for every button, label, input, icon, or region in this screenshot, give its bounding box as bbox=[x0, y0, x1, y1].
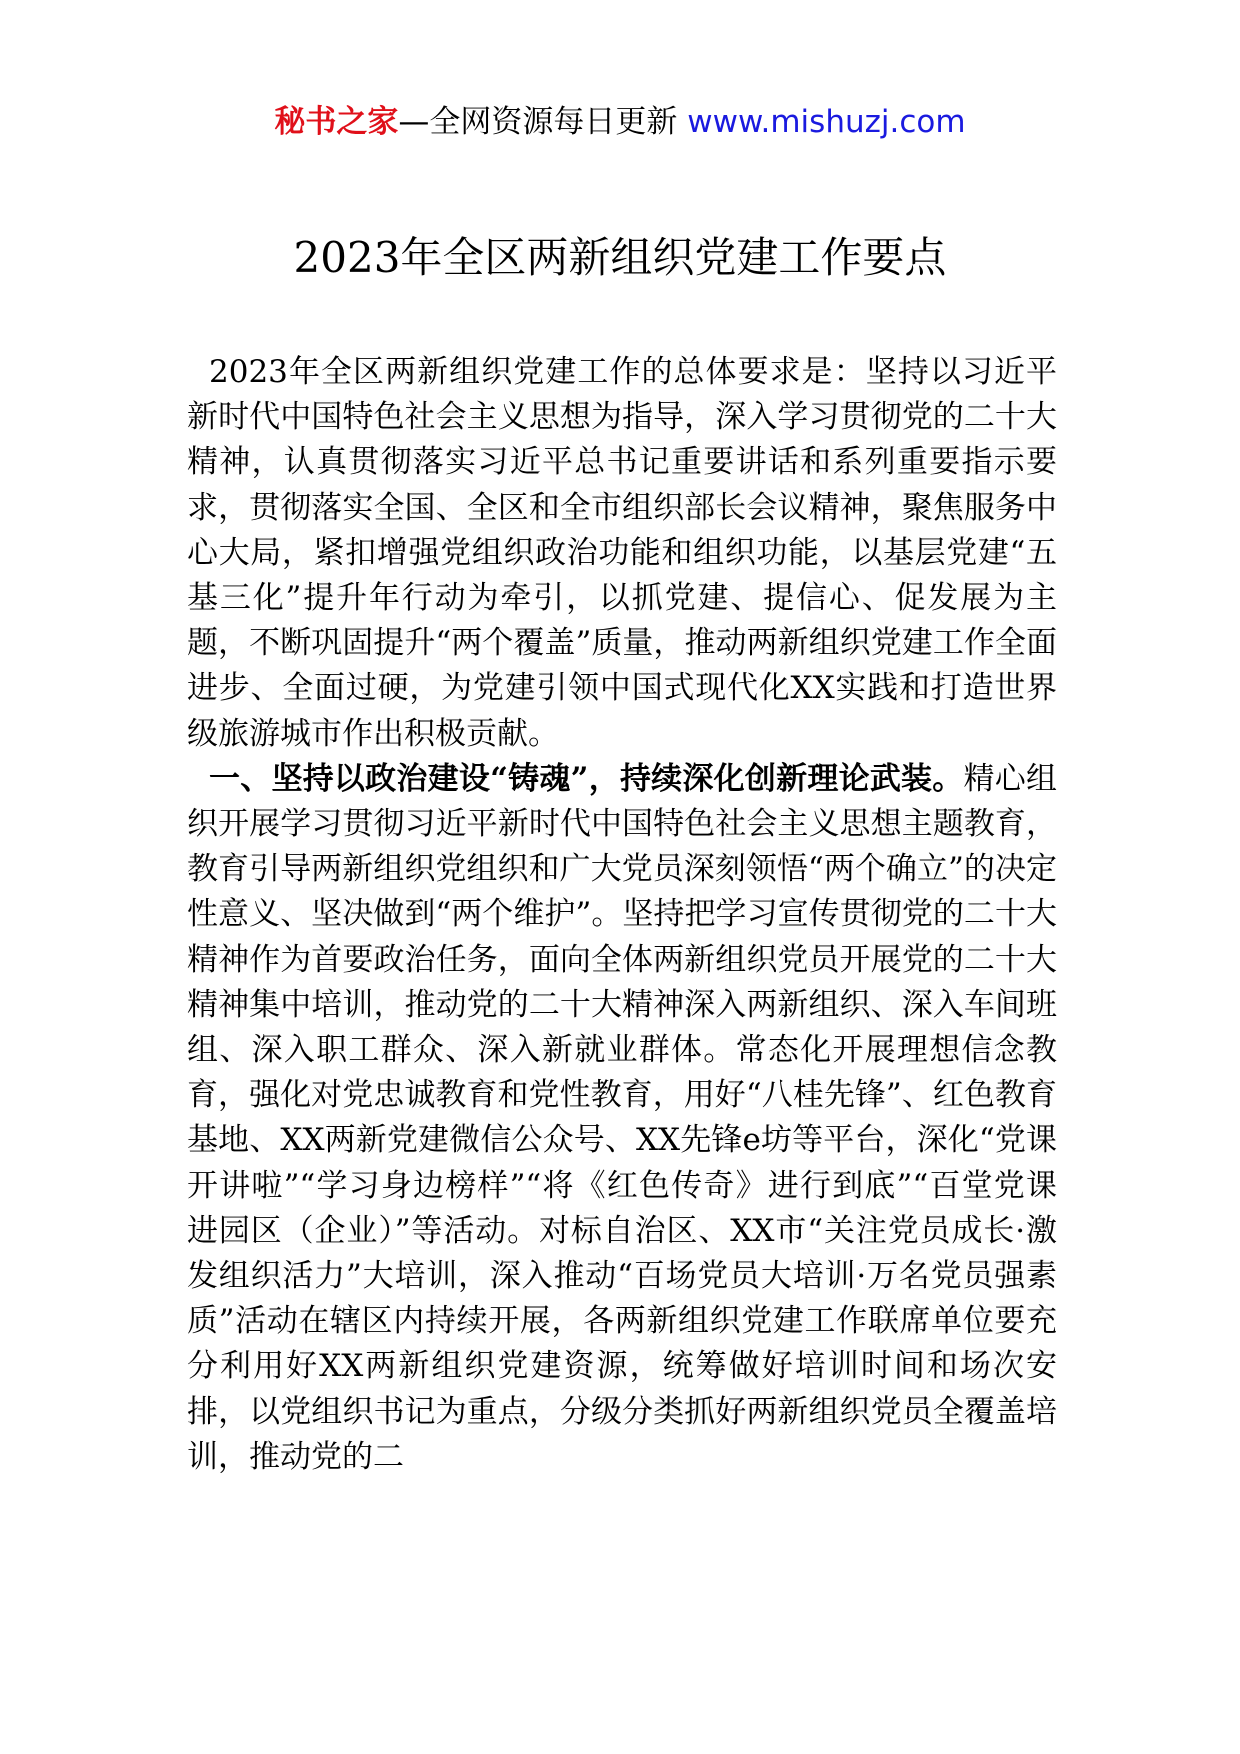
brand-name: 秘书之家 bbox=[274, 104, 399, 140]
header-slogan: —全网资源每日更新 bbox=[398, 104, 688, 140]
document-body bbox=[187, 350, 1057, 1480]
site-url-link[interactable]: www.mishuzj.com bbox=[687, 104, 966, 140]
section-1-heading: 一、坚持以政治建设“铸魂”，持续深化创新理论武装。 bbox=[209, 760, 964, 797]
document-title: 2023年全区两新组织党建工作要点 bbox=[293, 233, 947, 282]
section-1-body: 精心组织开展学习贯彻习近平新时代中国特色社会主义思想主题教育，教育引导两新组织党组织和广大党员深刻领悟“两个确立”的决定性意义、坚决做到“两个维护”。坚持把学习宣传贯彻党的二十大精神作为首要政治任务，面向全体两新组织党员开展党的二十大精神集中培训，推动党的二十大精神深入两新组织、深入车间班组、深入职工群众、深入新就业群体。常态化开展理想信念教育，强化对党忠诚教育和党性教育，用好“八桂先锋”、红色教育基地、XX两新党建微信公众号、XX先锋e坊等平台，深化“党课开讲啦”“学习身边榜样”“将《红色传奇》进行到底”“百堂党课进园区（企业）”等活动。对标自治区、XX市“关注党员成长·激发组织活力”大培训，深入推动“百场党员大培训·万名党员强素质”活动在辖区内持续开展，各两新组织党建工作联席单位要充分利用好XX两新组织党建资源，统筹做好培训时间和场次安排，以党组织书记为重点，分级分类抓好两新组织党员全覆盖培训，推动党的二 bbox=[187, 760, 1057, 1475]
intro-paragraph: 2023年全区两新组织党建工作的总体要求是：坚持以习近平新时代中国特色社会主义思想为指导，深入学习贯彻党的二十大精神，认真贯彻落实习近平总书记重要讲话和系列重要指示要求，贯彻落实全国、全区和全市组织部长会议精神，聚焦服务中心大局，紧扣增强党组织政治功能和组织功能，以基层党建“五基三化”提升年行动为牵引，以抓党建、提信心、促发展为主题，不断巩固提升“两个覆盖”质量，推动两新组织党建工作全面进步、全面过硬，为党建引领中国式现代化XX实践和打造世界级旅游城市作出积极贡献。 bbox=[187, 354, 1057, 752]
section-1-paragraph bbox=[187, 757, 1057, 1480]
site-header bbox=[0, 100, 1240, 144]
